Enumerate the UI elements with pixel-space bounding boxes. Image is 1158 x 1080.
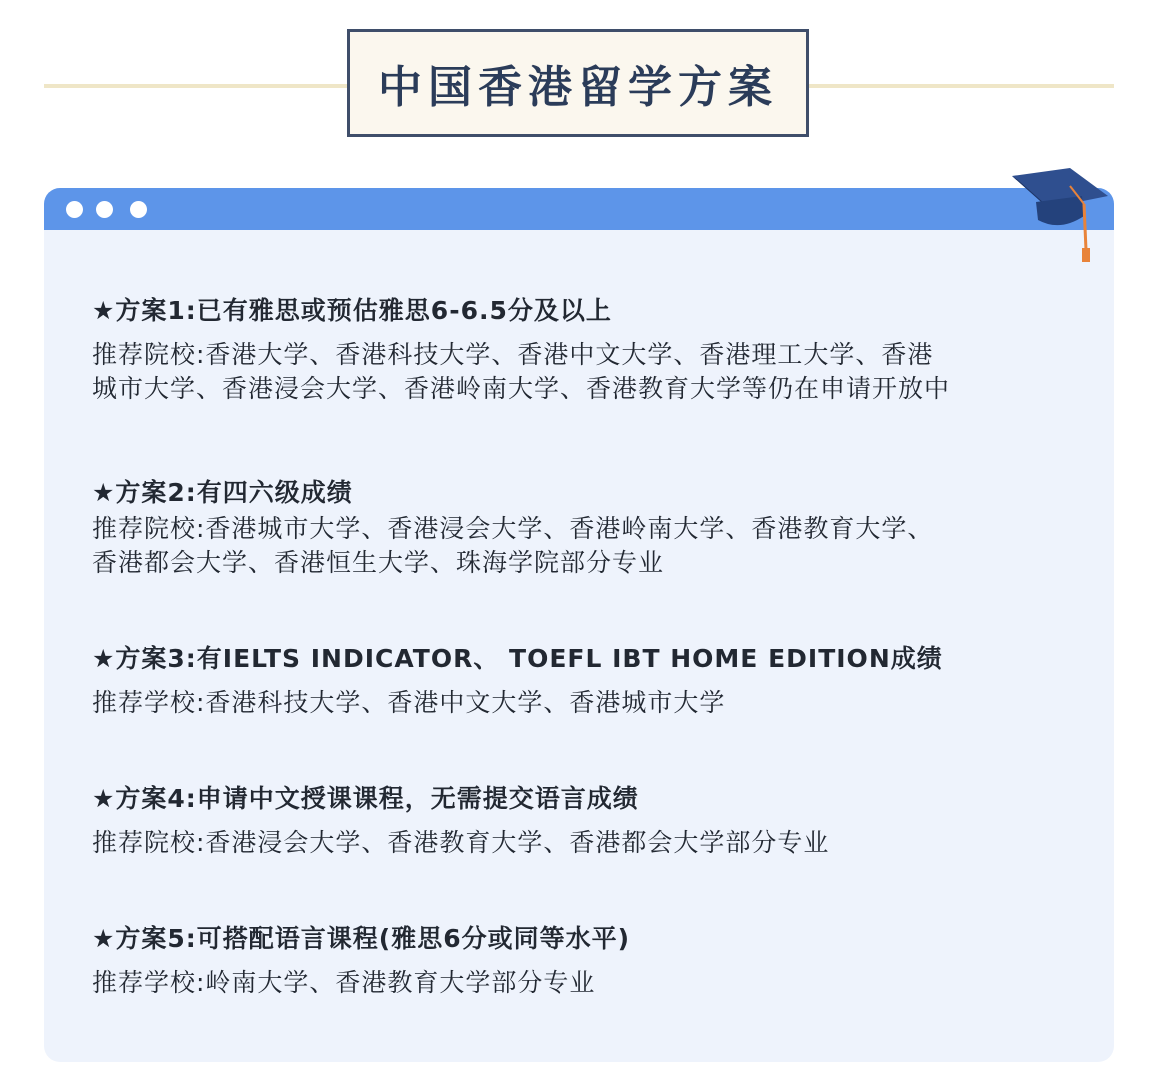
plan-2 — [92, 476, 1082, 580]
plan-4 — [92, 782, 1082, 860]
window-dot-icon — [96, 201, 113, 218]
plan-3 — [92, 642, 1082, 720]
plan-title: ★方案3:有IELTS INDICATOR、 TOEFL IBT HOME EDITION成绩 — [92, 644, 943, 673]
plan-schools — [92, 826, 1082, 860]
title-divider-right — [806, 84, 1114, 88]
window-dot-icon — [66, 201, 83, 218]
plan-schools-line: 推荐学校:香港科技大学、香港中文大学、香港城市大学 — [92, 688, 726, 717]
plan-5 — [92, 922, 1082, 1000]
plan-schools-line: 推荐院校:香港城市大学、香港浸会大学、香港岭南大学、香港教育大学、 — [92, 514, 934, 543]
title-box — [347, 29, 809, 137]
plan-title: ★方案1:已有雅思或预估雅思6-6.5分及以上 — [92, 296, 612, 325]
plan-schools — [92, 338, 1082, 406]
plan-title: ★方案4:申请中文授课课程，无需提交语言成绩 — [92, 784, 639, 813]
title-divider-left — [44, 84, 354, 88]
plan-schools-line: 推荐院校:香港浸会大学、香港教育大学、香港都会大学部分专业 — [92, 828, 830, 857]
plan-title: ★方案5:可搭配语言课程(雅思6分或同等水平) — [92, 924, 631, 953]
graduation-cap-icon — [1008, 166, 1112, 266]
plan-schools-line: 城市大学、香港浸会大学、香港岭南大学、香港教育大学等仍在申请开放中 — [92, 374, 951, 403]
plan-schools — [92, 966, 1082, 1000]
plan-schools-line: 推荐院校:香港大学、香港科技大学、香港中文大学、香港理工大学、香港 — [92, 340, 934, 369]
plan-1 — [92, 294, 1082, 406]
window-dot-icon — [130, 201, 147, 218]
plan-schools — [92, 686, 1082, 720]
plan-schools-line: 推荐学校:岭南大学、香港教育大学部分专业 — [92, 968, 596, 997]
plan-schools — [92, 512, 1082, 580]
page-title: 中国香港留学方案 — [378, 62, 778, 113]
plan-schools-line: 香港都会大学、香港恒生大学、珠海学院部分专业 — [92, 548, 665, 577]
card-title-bar — [44, 188, 1114, 230]
plan-title: ★方案2:有四六级成绩 — [92, 478, 353, 507]
